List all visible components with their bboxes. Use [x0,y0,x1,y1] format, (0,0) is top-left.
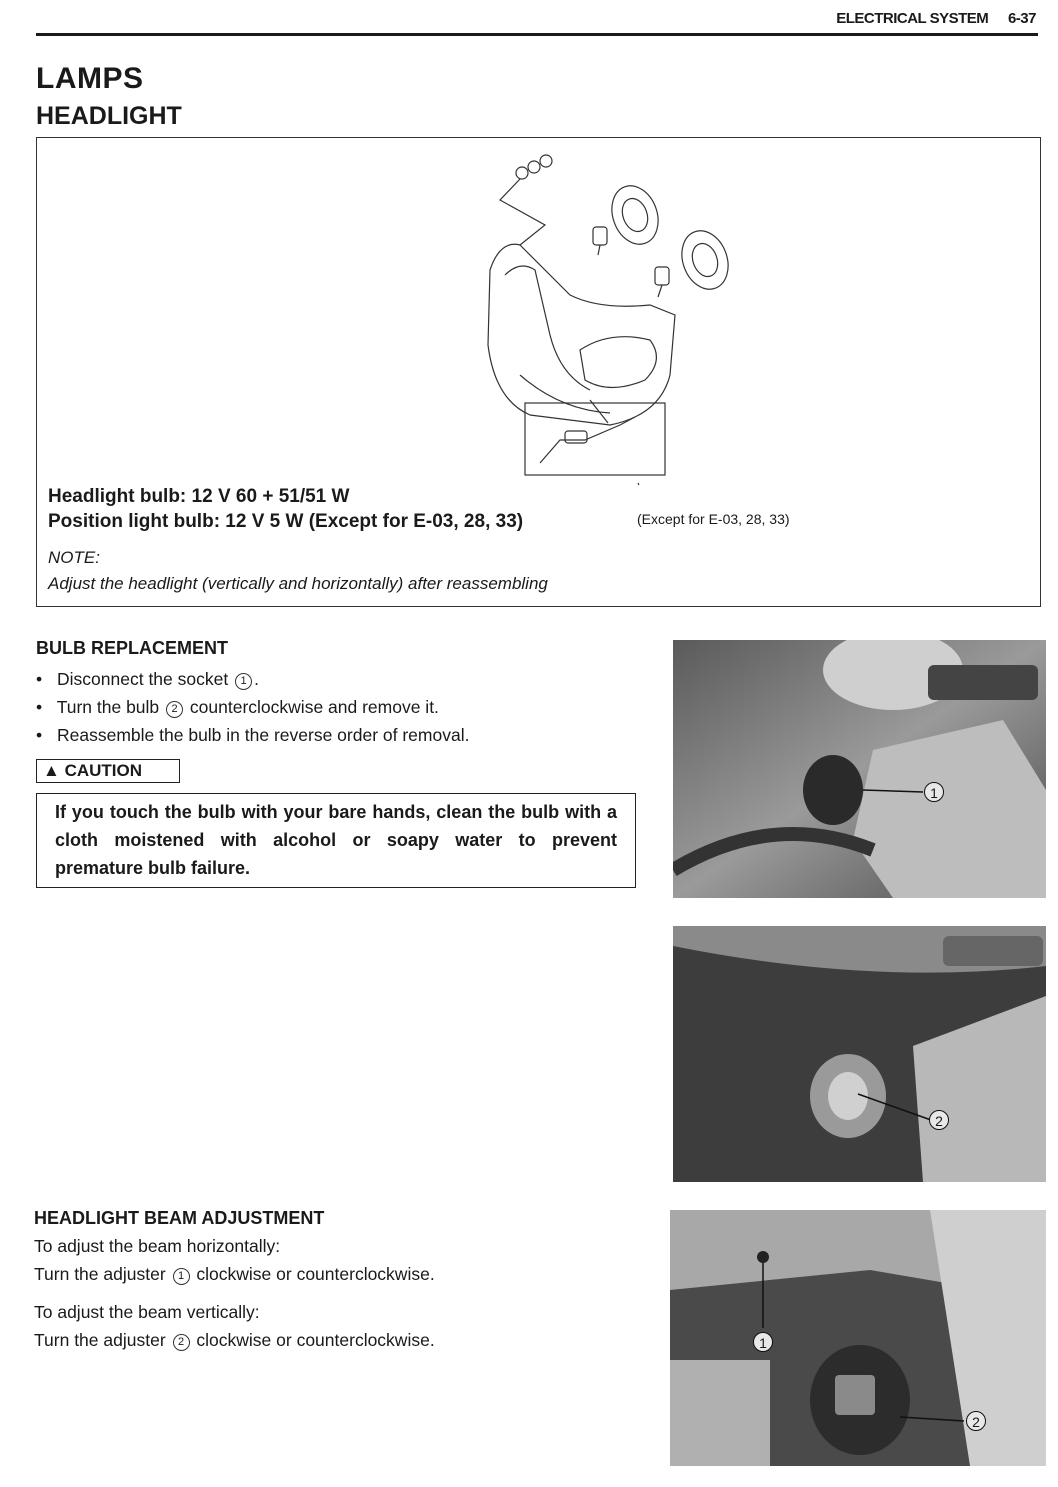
step-text: . [254,669,259,689]
page-title: LAMPS [36,62,144,95]
list-item [36,722,469,750]
ref-number: 1 [173,1268,190,1285]
photo-bulb [673,926,1046,1182]
header-rule [36,33,1038,36]
ref-number: 1 [235,673,252,690]
horizontal-intro: To adjust the beam horizontally: [34,1236,281,1256]
bulb-replacement-heading: BULB REPLACEMENT [36,638,228,658]
caution-label [36,759,180,783]
ref-number: 2 [173,1334,190,1351]
note-label: NOTE: [48,548,100,567]
page-number: 6-37 [1007,10,1036,27]
photo-adjusters [670,1210,1046,1466]
caution-label-text: CAUTION [64,761,143,780]
instruction-text: clockwise or counterclockwise. [196,1264,435,1284]
list-item [36,666,469,694]
bulb-replacement-steps [36,666,469,750]
photo-socket [673,640,1046,898]
photo1-callout: 1 [924,782,944,802]
step-text: Turn the bulb [56,697,160,717]
section-title: ELECTRICAL SYSTEM [836,10,989,27]
note-text: Adjust the headlight (vertically and horizontally) after reassembling [48,574,548,593]
beam-adjustment-heading: HEADLIGHT BEAM ADJUSTMENT [34,1208,325,1228]
instruction-text: clockwise or counterclockwise. [196,1330,435,1350]
headlight-bulb-spec: Headlight bulb: 12 V 60 + 51/51 W [48,486,350,507]
position-light-label: (Except for E-03, 28, 33) [637,511,790,527]
step-text: Reassemble the bulb in the reverse order of removal. [57,725,470,745]
position-bulb-spec: Position light bulb: 12 V 5 W (Except for E-03, 28, 33) [48,511,524,532]
vertical-instruction [34,1330,435,1351]
step-text: counterclockwise and remove it. [189,697,439,717]
section-heading: HEADLIGHT [36,102,182,130]
horizontal-instruction [34,1264,435,1285]
instruction-text: Turn the adjuster [34,1330,166,1350]
running-header [836,10,1036,27]
photo3-callout-adjuster-1: 1 [753,1332,773,1352]
photo3-callout-adjuster-2: 2 [966,1411,986,1431]
photo2-callout: 2 [929,1110,949,1130]
warning-icon: ▲ [43,761,60,780]
step-text: Disconnect the socket [57,669,229,689]
caution-box: If you touch the bulb with your bare hands, clean the bulb with a cloth moistened with alcohol or soapy water to prevent premature bulb failure. [36,793,636,888]
ref-number: 2 [166,701,183,718]
vertical-intro: To adjust the beam vertically: [34,1302,260,1322]
instruction-text: Turn the adjuster [34,1264,166,1284]
list-item [36,694,469,722]
headlight-exploded-diagram [460,145,760,485]
